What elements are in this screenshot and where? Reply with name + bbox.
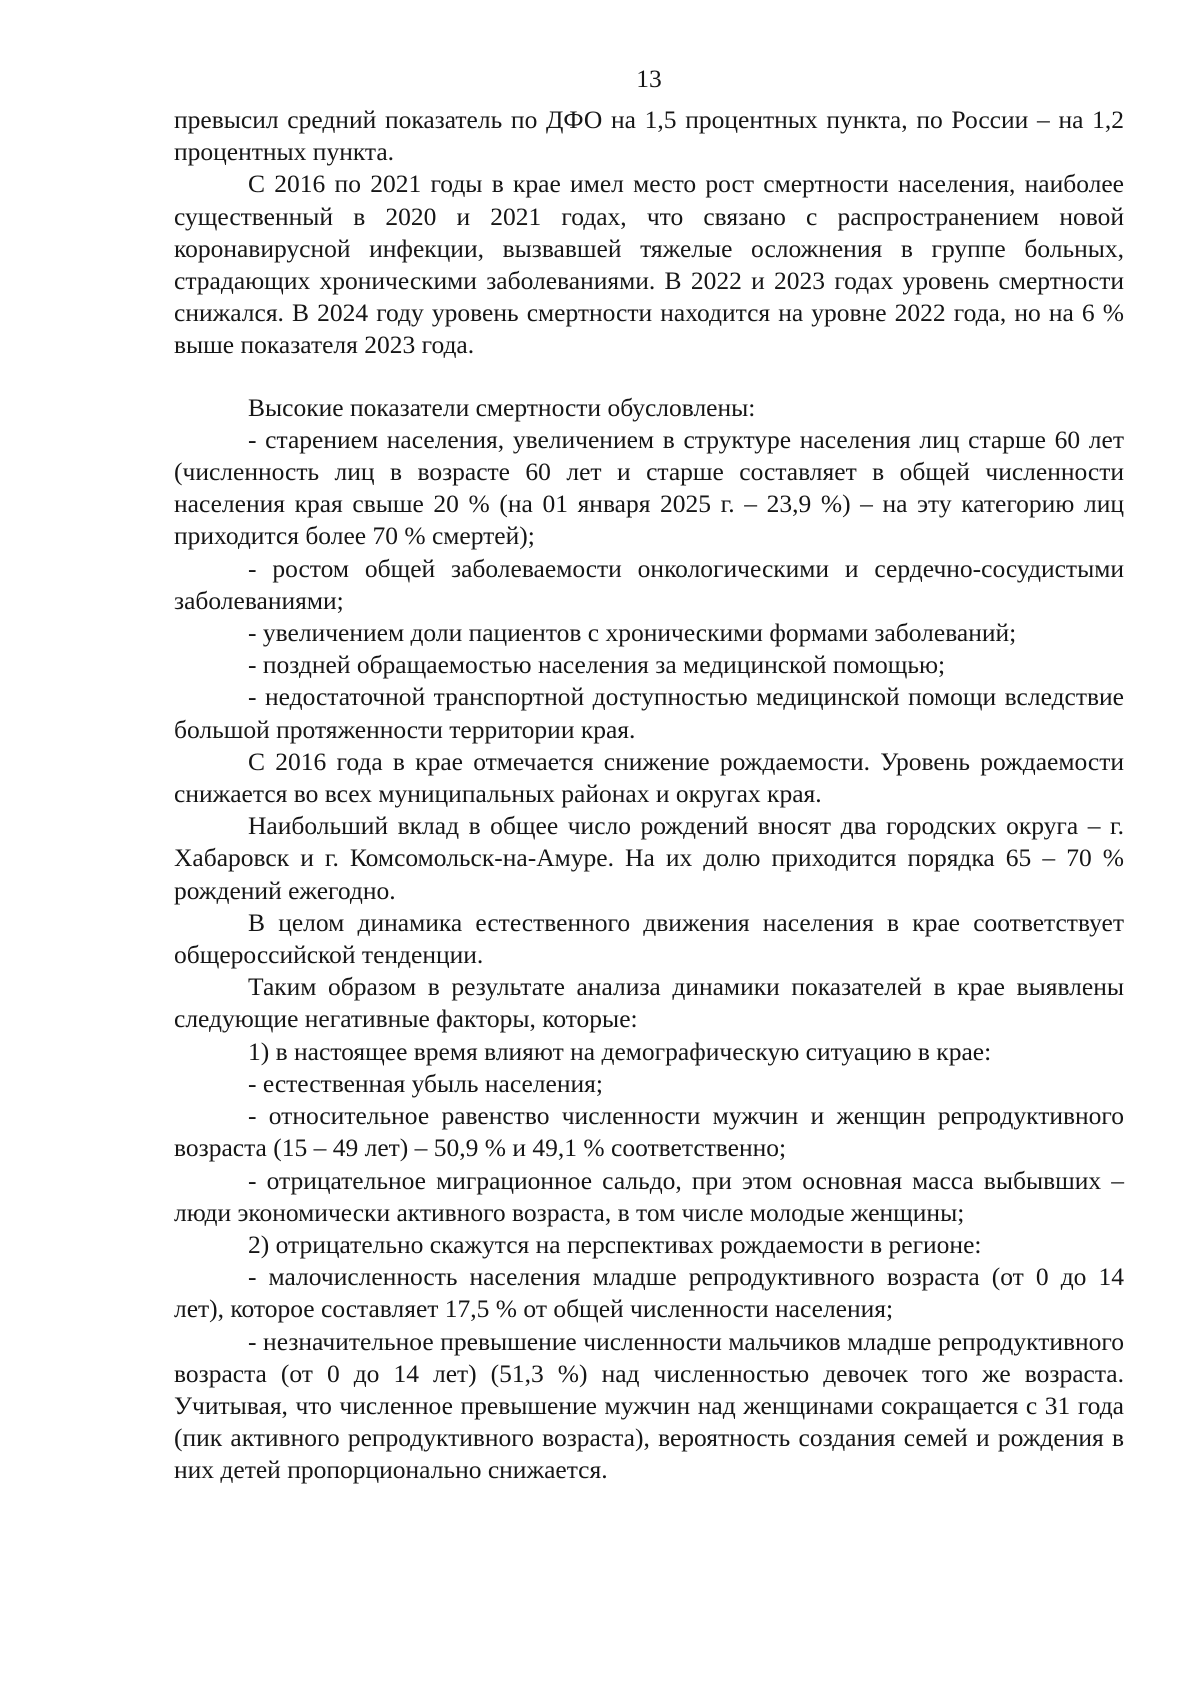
paragraph-birth-decline: С 2016 года в крае отмечается снижение рождаемости. Уровень рождаемости снижается во всех муниципальных районах и округах края.: [174, 746, 1124, 809]
document-page: [174, 62, 1124, 1487]
list-item-aging: - старением населения, увеличением в структуре населения лиц старше 60 лет (численность лиц в возрасте 60 лет и старше составляет в общей численности населения края свыше 20 % (на 01 января 2025 г. – 23,9 %) – на эту категорию лиц приходится более 70 % смертей);: [174, 424, 1124, 551]
list-item-late-visits: - поздней обращаемостью населения за медицинской помощью;: [248, 650, 946, 680]
paragraph-dynamics: В целом динамика естественного движения населения в крае соответствует общероссийской тенденции.: [174, 907, 1124, 970]
list-item-transport: - недостаточной транспортной доступностью медицинской помощи вследствие большой протяженности территории края.: [174, 682, 1124, 744]
list-item-gender-balance: - относительное равенство численности мужчин и женщин репродуктивного возраста (15 – 49 лет) – 50,9 % и 49,1 % соответственно;: [174, 1101, 1124, 1163]
paragraph-mortality-growth: С 2016 по 2021 годы в крае имел место рост смертности населения, наиболее существенный в 2020 и 2021 годах, что связано с распространением новой коронавирусной инфекции, вызвавшей тяжелые осложнения в группе больных, страдающих хроническими заболеваниями. В 2022 и 2023 годах уровень смертности снижался. В 2024 году уровень смертности находится на уровне 2022 года, но на 6 % выше показателя 2023 года.: [174, 169, 1124, 360]
list-item-boys-girls: - незначительное превышение численности мальчиков младше репродуктивного возраста (от 0 до 14 лет) (51,3 %) над численностью девочек того же возраста. Учитывая, что численное превышение мужчин над женщинами сокращается с 31 года (пик активного репродуктивного возраста), вероятность создания семей и рождения в них детей пропорционально снижается.: [174, 1326, 1124, 1485]
paragraph-city-districts: Наибольший вклад в общее число рождений вносят два городских округа – г. Хабаровск и г. Комсомольск-на-Амуре. На их долю приходится порядка 65 – 70 % рождений ежегодно.: [174, 811, 1124, 905]
page-number: 13: [636, 64, 662, 93]
paragraph-negative-factors: Таким образом в результате анализа динамики показателей в крае выявлены следующие негативные факторы, которые:: [174, 972, 1124, 1034]
list-item-migration: - отрицательное миграционное сальдо, при этом основная масса выбывших – люди экономически активного возраста, в том числе молодые женщины;: [174, 1165, 1124, 1227]
list-heading-current: 1) в настоящее время влияют на демографическую ситуацию в крае:: [248, 1036, 992, 1066]
list-item-chronic: - увеличением доли пациентов с хроническими формами заболеваний;: [248, 618, 1017, 648]
list-item-youth: - малочисленность населения младше репродуктивного возраста (от 0 до 14 лет), которое составляет 17,5 % от общей численности населения;: [174, 1262, 1124, 1324]
list-item-morbidity: - ростом общей заболеваемости онкологическими и сердечно-сосудистыми заболеваниями;: [174, 553, 1124, 615]
list-item-natural-decline: - естественная убыль населения;: [248, 1068, 603, 1098]
paragraph-continuation: превысил средний показатель по ДФО на 1,5 процентных пункта, по России – на 1,2 процентных пункта.: [174, 105, 1124, 167]
paragraph-mortality-causes-heading: Высокие показатели смертности обусловлены:: [248, 392, 756, 422]
list-heading-future: 2) отрицательно скажутся на перспективах рождаемости в регионе:: [248, 1229, 982, 1259]
paragraph-gap: [174, 362, 1124, 392]
